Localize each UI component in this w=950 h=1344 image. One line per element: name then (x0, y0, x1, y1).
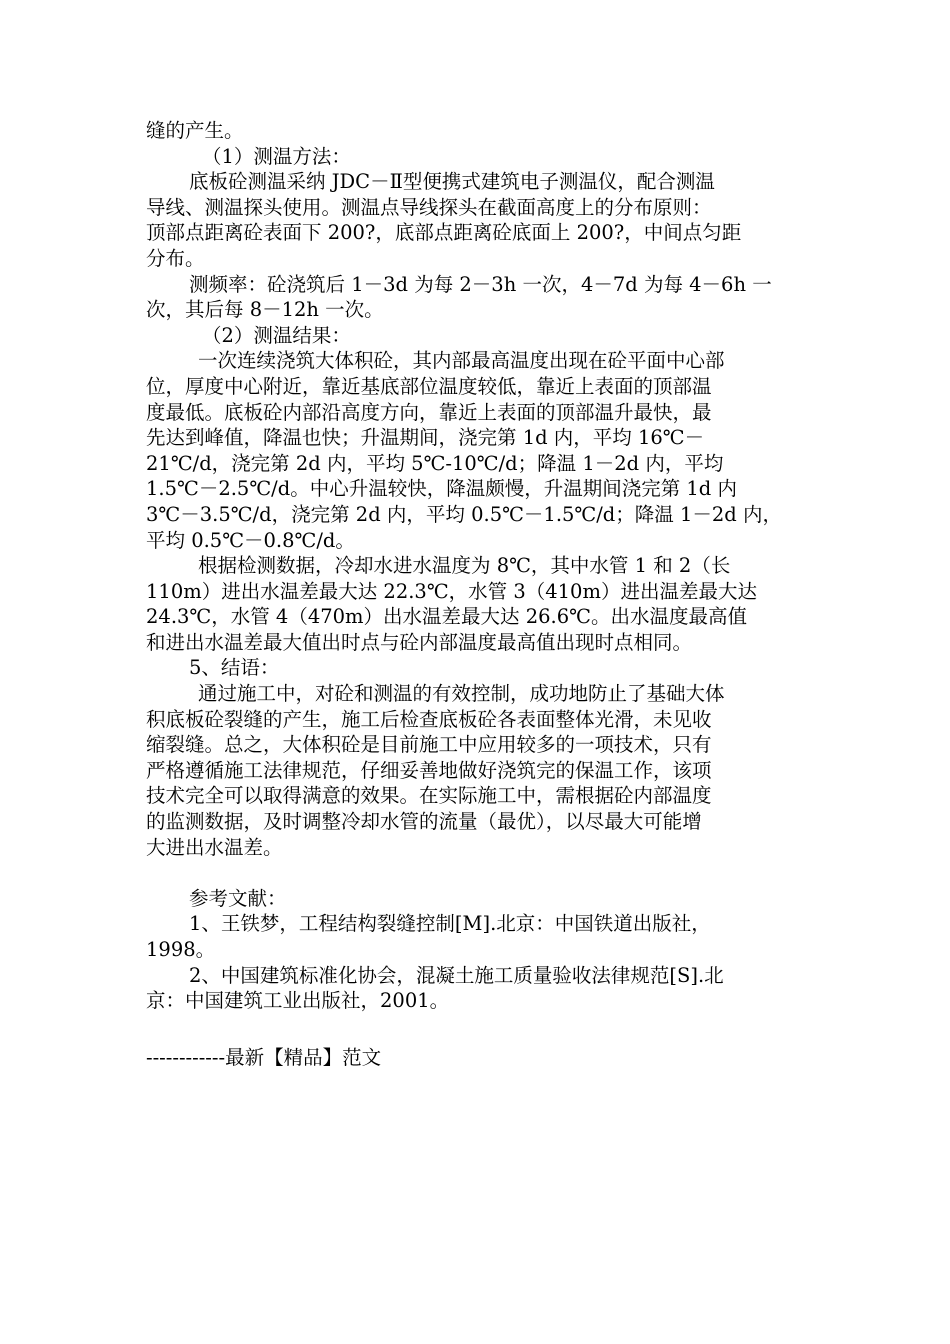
references-heading: 参考文献： (189, 886, 287, 910)
body-line: 位，厚度中心附近，靠近基底部位温度较低，靠近上表面的顶部温 (146, 374, 712, 398)
body-line: 缝的产生。 (146, 119, 244, 142)
body-line: 通过施工中，对砼和测温的有效控制，成功地防止了基础大体 (198, 682, 725, 706)
body-line: 测频率：砼浇筑后 1－3d 为每 2－3h 一次，4－7d 为每 4－6h 一 (189, 272, 772, 296)
body-line: 110m）进出水温差最大达 22.3℃，水管 3（410m）进出温差最大达 (146, 579, 757, 603)
section-heading-method: （1）测温方法： (202, 144, 351, 168)
body-line: 根据检测数据，冷却水进水温度为 8℃，其中水管 1 和 2（长 (198, 554, 731, 578)
section-heading-conclusion: 5、结语： (189, 656, 280, 680)
body-line: 顶部点距离砼表面下 200?，底部点距离砼底面上 200?，中间点匀距 (146, 221, 742, 245)
reference-item: 1、王铁梦，工程结构裂缝控制[M].北京：中国铁道出版社， (189, 912, 711, 936)
body-line: 大进出水温差。 (146, 835, 283, 859)
body-line: 缩裂缝。总之，大体积砼是目前施工中应用较多的一项技术，只有 (146, 733, 712, 757)
body-line: 和进出水温差最大值出时点与砼内部温度最高值出现时点相同。 (146, 630, 693, 654)
body-line: 先达到峰值，降温也快；升温期间，浇完第 1d 内，平均 16℃－ (146, 426, 705, 450)
spacer (146, 860, 816, 886)
body-line: 24.3℃，水管 4（470m）出水温差最大达 26.6℃。出水温度最高值 (146, 605, 747, 629)
body-line: 的监测数据，及时调整冷却水管的流量（最优），以尽最大可能增 (146, 810, 702, 834)
body-line: 严格遵循施工法律规范，仔细妥善地做好浇筑完的保温工作，该项 (146, 758, 712, 782)
body-line: 次，其后每 8－12h 一次。 (146, 298, 384, 322)
body-line: 1.5℃－2.5℃/d。中心升温较快，降温颇慢，升温期间浇完第 1d 内 (146, 477, 737, 501)
section-heading-results: （2）测温结果： (202, 323, 351, 347)
reference-item: 1998。 (146, 938, 216, 961)
body-line: 3℃－3.5℃/d，浇完第 2d 内，平均 0.5℃－1.5℃/d；降温 1－2d 内， (146, 502, 782, 526)
body-line: 平均 0.5℃－0.8℃/d。 (146, 528, 355, 552)
body-line: 技术完全可以取得满意的效果。在实际施工中，需根据砼内部温度 (146, 784, 712, 808)
footer-tagline: ------------最新【精品】范文 (146, 1046, 382, 1069)
body-line: 积底板砼裂缝的产生，施工后检查底板砼各表面整体光滑，未见收 (146, 707, 712, 731)
document-body (146, 118, 816, 1014)
body-line: 21℃/d，浇完第 2d 内，平均 5℃-10℃/d；降温 1－2d 内，平均 (146, 451, 724, 475)
body-line: 度最低。底板砼内部沿高度方向，靠近上表面的顶部温升最快，最 (146, 400, 712, 424)
body-line: 分布。 (146, 246, 205, 270)
reference-item: 2、中国建筑标准化协会，混凝土施工质量验收法律规范[S].北 (189, 963, 724, 987)
body-line: 底板砼测温采纳 JDC－Ⅱ型便携式建筑电子测温仪，配合测温 (189, 170, 715, 194)
reference-item: 京：中国建筑工业出版社，2001。 (146, 989, 450, 1013)
body-line: 导线、测温探头使用。测温点导线探头在截面高度上的分布原则： (146, 195, 712, 219)
body-line: 一次连续浇筑大体积砼，其内部最高温度出现在砼平面中心部 (198, 349, 725, 373)
